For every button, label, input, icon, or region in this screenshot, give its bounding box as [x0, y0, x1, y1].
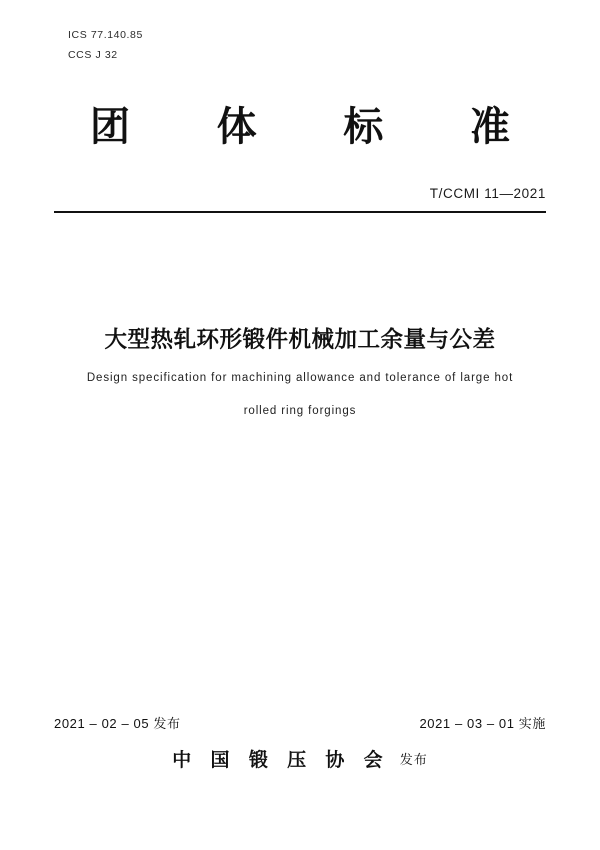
document-title-english	[60, 362, 540, 429]
document-title-chinese: 大型热轧环形锻件机械加工余量与公差	[104, 327, 496, 352]
standard-type-heading	[68, 95, 532, 152]
header-divider-rule	[54, 211, 546, 213]
publisher-line	[0, 745, 600, 772]
ics-code: ICS 77.140.85	[68, 29, 143, 41]
publisher-name: 中 国 锻 压 协 会	[172, 750, 390, 771]
standard-number: T/CCMI 11—2021	[429, 186, 546, 201]
publication-dates	[54, 713, 546, 732]
ics-classification-block	[68, 26, 143, 66]
issue-date: 2021 – 02 – 05 发布	[54, 716, 181, 731]
ccs-code: CCS J 32	[68, 48, 118, 61]
document-title-english-line-1: Design specification for machining allowance and tolerance of large hot	[86, 372, 514, 384]
heading-char-2: 体	[216, 105, 257, 149]
document-title-english-line-2: rolled ring forgings	[243, 405, 357, 418]
heading-char-3: 标	[343, 105, 384, 149]
heading-char-4: 准	[469, 105, 510, 149]
heading-char-1: 团	[90, 105, 130, 149]
publisher-issue-label: 发布	[399, 752, 428, 767]
implementation-date: 2021 – 03 – 01 实施	[419, 716, 546, 731]
